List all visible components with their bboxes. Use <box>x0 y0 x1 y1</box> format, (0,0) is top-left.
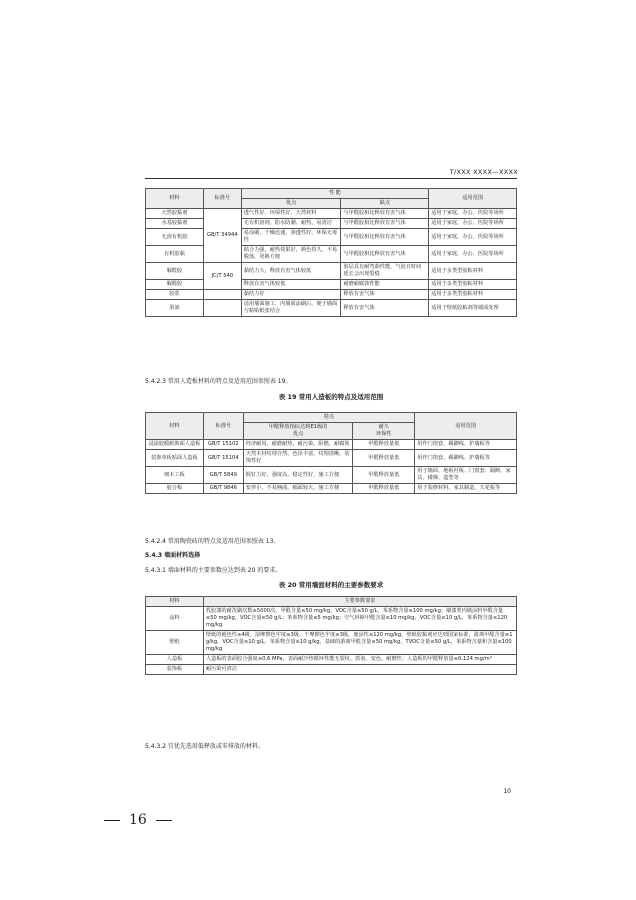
col-params: 主要参数要求 <box>203 597 516 607</box>
clause-5-4-3-2: 5.4.3.2 宜优先选用低释放或零排放的材料。 <box>145 743 264 750</box>
col-scope: 适用范围 <box>415 413 517 440</box>
table-wood-panels <box>145 412 517 494</box>
clause-5-4-2-3: 5.4.2.3 常用人造板材料的特点及适用范围参照表 19。 <box>145 378 292 385</box>
table-row: 涂料 乳胶漆的耐洗刷次数≥5000次，甲醛含量≤50 mg/kg，VOC含量≤50 g/L，苯系物含量≤100 mg/kg；墙漆类内墙涂料甲醛含量≤50 mg/kg，VOC含量≤50 g/L；苯系物含量≤5 mg/kg；空气屏障甲醛含量≤10 mg/kg，VOC含量≤10 g/L，苯系物含量≤120 mg/kg <box>146 607 517 631</box>
table-row: 细木工板 GB/T 5849 握钉力好，强度高，稳定性好，施工方便 甲醛释放量低 用于墙面、地板衬板、门窗套、隔断、家具、楼梯、造型等 <box>146 467 517 484</box>
col-advantage: 优点 <box>241 199 341 209</box>
clause-5-4-2-4: 5.4.2.4 常用陶瓷砖的特点及适用范围参照表 13。 <box>145 538 280 545</box>
document-code: T/XXX XXXX—XXXX <box>449 168 518 176</box>
table-row: 脲醛胶 释放有害气体较低 耐磨耐腐蚀性能 适用于多类型胶粘材料 <box>146 280 517 290</box>
table-19-caption: 表 19 常用人造板的特点及适用范围 <box>278 393 384 401</box>
col-standard: 标准号 <box>203 189 241 209</box>
col-advantage: 甲醛释放指标达到E1级的 优点 <box>243 423 353 440</box>
table-row: 天然胶黏剂 GB/T 34944 透气性好、环保性好、天然材料 与甲醛胶相比释放有害气体 适用于家庭、办公、医院等场所 <box>146 209 517 219</box>
table-row: 墨油 适用墙面施工，内墙面涂刷后，便于墙面与粘贴纸张结合 释放有害气体 适用于壁纸胶粘剂等墙面处理 <box>146 300 517 317</box>
col-material: 材料 <box>146 189 204 209</box>
table-row: 无溶有机胶 易涂刷，干燥迅速，渗透性好，环保无毒性 与甲醛胶相比释放有害气体 适用于家庭、办公、医院等场所 <box>146 229 517 246</box>
footer-page-label: 16 <box>129 812 147 828</box>
table-row: 浸渍胶膜纸饰面人造板 GB/T 15102 经济耐用，耐磨耐热，耐污染，阻燃，耐腐蚀 甲醛释放量低 用作门窗套、踢脚线、护墙板等 <box>146 440 517 450</box>
col-performance: 性 能 <box>241 189 428 199</box>
clause-5-4-3-1: 5.4.3.1 墙面材料的主要参数应达到表 20 的要求。 <box>145 567 282 574</box>
table-row: 人造板 人造板的表面胶合强度≥0.6 MPa，表面耐冷热循环性能无裂纹、鼓泡、变色，耐磨性；人造板的甲醛释放量≤0.124 mg/m³ <box>146 655 517 665</box>
col-disadvantage: 缺点 <box>341 199 429 209</box>
table-row: 装饰单板贴面人造板 GB/T 15104 天然木材纹理自然，色泽丰富，纹理清晰，装饰性好 甲醛释放量低 用作门窗套、踢脚线、护墙板等 <box>146 450 517 467</box>
col-type: 材料 <box>146 597 204 607</box>
table-row: 脲醛胶 JC/T 540 黏结力大，释放有害气体较低 胶层具有耐弯曲性能，气泡且时间延长会出现裂缝 适用于多类型胶粘材料 <box>146 263 517 280</box>
page-number: 10 <box>503 788 511 795</box>
table-row: 装饰板 耐污染可清洁 <box>146 665 517 675</box>
col-material: 材料 <box>146 413 204 440</box>
footer-page-number <box>95 812 181 828</box>
table-row: 水基胶黏剂 无有机溶剂，防水防潮、耐热，易清洁 与甲醛胶相比释放有害气体 适用于家庭、办公、医院等场所 <box>146 219 517 229</box>
col-scope: 适用范围 <box>429 189 517 209</box>
table-wall-materials <box>145 596 517 675</box>
footer-dash-right <box>156 820 172 821</box>
table-row: 有机胶黏 粘合力强，耐热效果好，颜色持久，不易脱落，更换方便 与甲醛胶相比释放有害气体 适用于家庭、办公、医院等场所 <box>146 246 517 263</box>
col-eco: 耐久 环保性 <box>353 423 415 440</box>
col-standard: 标准号 <box>203 413 243 440</box>
table-20-caption: 表 20 常用墙面材料的主要参数要求 <box>278 581 384 589</box>
col-features: 特点 <box>243 413 414 423</box>
table-adhesives <box>145 188 517 317</box>
footer-dash-left <box>104 820 120 821</box>
table-row: 壁纸 壁纸的褪色性≥4级，湿摩擦色牢度≥3级，干摩擦色牢度≥3级，施涂性≤120 mg/kg，壁纸胶黏剂应达到国家标准，游离甲醛含量≤1 g/kg，VOC含量≤10 g/L，苯系物含量≤10 g/kg，基础的游离甲醛含量≤50 mg/kg，TVOC含量≤50 g/L，苯系物含量和含量≤100 mg/kg <box>146 631 517 655</box>
section-5-4-3: 5.4.3 墙面材料选择 <box>145 552 201 559</box>
standard-cell: GB/T 34944 <box>203 209 241 263</box>
standard-cell: JC/T 540 <box>203 263 241 290</box>
table-row: 胶浆 黏结力好 释放有害气体 适用于多类型胶粘材料 <box>146 290 517 300</box>
header-rule <box>145 178 517 179</box>
table-row: 胶合板 GB/T 9846 变形小，不易翘曲，幅面较大，施工方便 甲醛释放量低 用于装修材料、家具制造、天花板等 <box>146 484 517 494</box>
